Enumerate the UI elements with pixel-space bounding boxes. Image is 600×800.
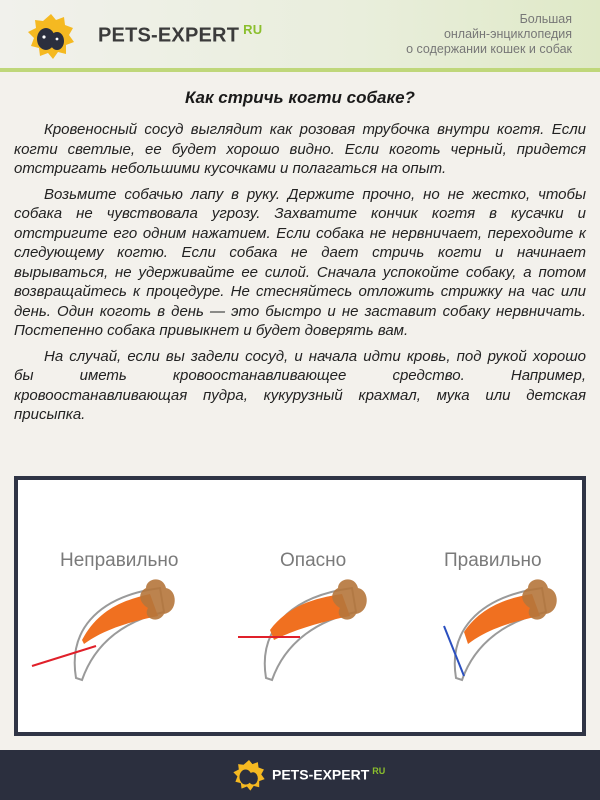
footer-brand-suffix: RU	[372, 766, 386, 776]
label-wrong: Неправильно	[60, 550, 179, 571]
article-paragraph-1: Кровеносный сосуд выглядит как розовая трубочка внутри когтя. Если когти светлые, ее будет хорошо видно. Если коготь черный, придется отстригать небольшими кусочками и полагаться на опыт.	[14, 121, 586, 177]
article-title: Как стричь когти собаке?	[185, 88, 415, 107]
footer-brand[interactable]	[272, 766, 385, 783]
tagline-line-3: о содержании кошек и собак	[406, 42, 572, 56]
site-footer	[0, 750, 600, 800]
claw-correct	[444, 579, 557, 680]
brand-name: PETS-EXPERT	[98, 24, 240, 47]
site-tagline	[406, 12, 572, 57]
dog-cat-logo-icon[interactable]	[26, 12, 76, 60]
tagline-line-2: онлайн-энциклопедия	[443, 27, 572, 41]
claw-cutting-figure	[14, 476, 586, 736]
article-content	[14, 88, 586, 431]
dog-cat-logo-icon[interactable]	[232, 758, 266, 792]
article-paragraph-3: На случай, если вы задели сосуд, и начала идти кровь, под рукой хорошо бы иметь кровоостанавливающее средство. Например, кровоостанавливающая пудра, кукурузный крахмал, мука или детская присыпка.	[14, 347, 586, 423]
claw-wrong	[32, 579, 175, 680]
footer-brand-name: PETS-EXPERT	[272, 766, 370, 783]
brand-suffix: RU	[243, 22, 263, 37]
tagline-line-1: Большая	[519, 12, 572, 26]
claw-dangerous	[238, 579, 367, 680]
label-correct: Правильно	[444, 550, 542, 571]
site-header	[0, 0, 600, 72]
label-dangerous: Опасно	[280, 550, 347, 571]
brand-logo-text[interactable]	[98, 22, 262, 48]
article-paragraph-2: Возьмите собачью лапу в руку. Держите прочно, но не жестко, чтобы собака не чувствовала угрозу. Захватите кончик когтя в кусачки и отстригите его одним нажатием. Если собака не нервничает, переходите к следующему когтю. Если собака не дает стричь когти и начинает вырываться, не удерживайте ее силой. Сначала успокойте собаку, а потом возвращайтесь к процедуре. Не стесняйтесь отложить стрижку на час или день. Один коготь в день — это быстро и не заставит собаку нервничать. Постепенно собака привыкнет и будет доверять вам.	[14, 185, 586, 339]
claw-diagram	[18, 480, 582, 732]
